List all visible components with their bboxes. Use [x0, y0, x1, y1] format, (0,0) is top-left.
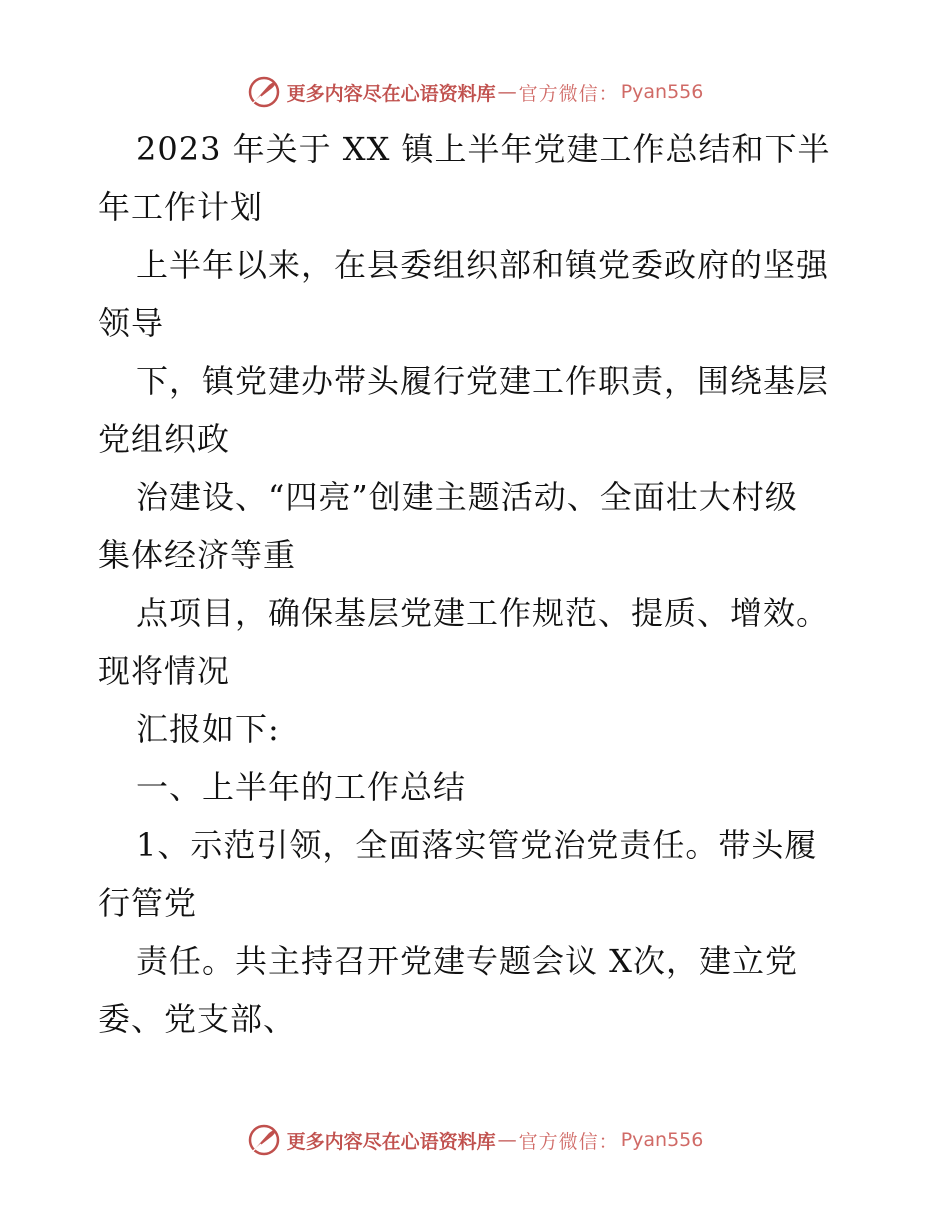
watermark-wechat-label: 官方微信：	[518, 82, 619, 105]
paragraph-line: 现将情况	[98, 652, 231, 690]
paragraph-line: 下，镇党建办带头履行党建工作职责，围绕基层	[136, 362, 830, 400]
paragraph-line: 点项目，确保基层党建工作规范、提质、增效。	[136, 594, 830, 632]
footer-watermark	[0, 1120, 950, 1160]
paragraph-line: 责任。共主持召开党建专题会议 X次，建立党	[136, 942, 798, 980]
paragraph-line: 汇报如下:	[136, 710, 280, 748]
document-title-line-2: 年工作计划	[98, 188, 264, 226]
paragraph-line: 治建设、“四亮”创建主题活动、全面壮大村级	[136, 478, 798, 516]
watermark-wechat-label: 官方微信：	[518, 1130, 619, 1153]
section-heading: 一、上半年的工作总结	[136, 768, 467, 806]
paragraph-line: 集体经济等重	[98, 536, 297, 574]
watermark-brand: 更多内容尽在心语资料库	[286, 1130, 496, 1153]
watermark-wechat-id: Pyan556	[620, 1129, 704, 1151]
watermark-dash: —	[497, 81, 517, 103]
paragraph-line: 行管党	[98, 884, 198, 922]
paragraph-line: 领导	[98, 304, 165, 342]
watermark-wechat-id: Pyan556	[620, 81, 704, 103]
document-body	[98, 120, 858, 1048]
feather-pen-logo-icon	[247, 1123, 281, 1157]
paragraph-line: 上半年以来，在县委组织部和镇党委政府的坚强	[136, 246, 830, 284]
feather-pen-logo-icon	[247, 75, 281, 109]
watermark-brand: 更多内容尽在心语资料库	[286, 82, 496, 105]
paragraph-line: 委、党支部、	[98, 1000, 297, 1038]
paragraph-line: 1、示范引领，全面落实管党治党责任。带头履	[136, 826, 818, 864]
document-title-line-1: 2023 年关于 XX 镇上半年党建工作总结和下半	[136, 130, 831, 168]
header-watermark	[0, 72, 950, 112]
paragraph-line: 党组织政	[98, 420, 231, 458]
watermark-dash: —	[497, 1129, 517, 1151]
